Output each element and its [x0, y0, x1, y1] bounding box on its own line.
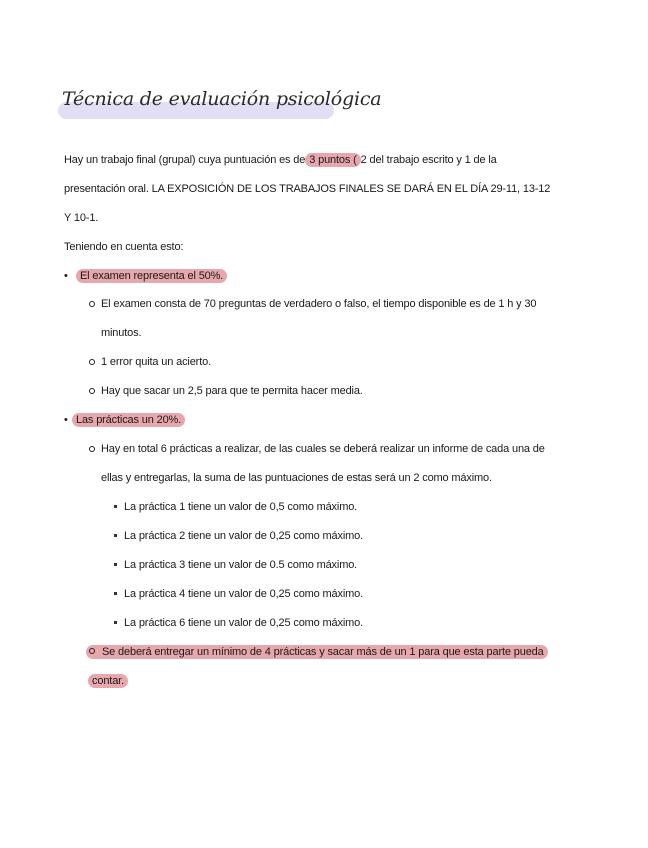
- square-bullet-icon: [114, 563, 117, 566]
- circle-bullet-icon: [89, 359, 95, 365]
- exam-label: [76, 269, 227, 283]
- practica-item-3: La práctica 3 tiene un valor de 0.5 como máximo.: [124, 559, 358, 571]
- exam-item-1-cont: minutos.: [101, 327, 142, 339]
- practicas-requirement-2: [88, 674, 128, 688]
- square-bullet-icon: [114, 505, 117, 508]
- practicas-desc-2: ellas y entregarlas, la suma de las puntuaciones de estas será un 2 como máximo.: [101, 472, 492, 484]
- practica-item-6: La práctica 6 tiene un valor de 0,25 como máximo.: [124, 617, 364, 629]
- practica-item-2: La práctica 2 tiene un valor de 0,25 como máximo.: [124, 530, 364, 542]
- circle-bullet-icon: [89, 301, 95, 307]
- practica-item-1: La práctica 1 tiene un valor de 0,5 como máximo.: [124, 501, 358, 513]
- circle-bullet-icon: [89, 388, 95, 394]
- page-title-block: [62, 88, 381, 110]
- intro-text-before: Hay un trabajo final (grupal) cuya puntuación es de: [64, 154, 306, 166]
- highlight-exam: El examen representa el 50%.: [76, 269, 227, 283]
- practica-item-4: La práctica 4 tiene un valor de 0,25 como máximo.: [124, 588, 364, 600]
- highlight-points: 3 puntos (: [305, 153, 360, 167]
- circle-bullet-icon: [89, 446, 95, 452]
- intro-line-3: Y 10-1.: [64, 212, 99, 224]
- square-bullet-icon: [114, 621, 117, 624]
- intro-text-after: 2 del trabajo escrito y 1 de la: [360, 154, 497, 166]
- bullet-icon: •: [64, 270, 68, 282]
- practicas-label: [72, 413, 185, 427]
- requirement-text: Se deberá entregar un mínimo de 4 prácticas y sacar más de un 1 para que esta parte pueda: [102, 646, 544, 658]
- highlight-requirement-cont: contar.: [88, 674, 128, 688]
- square-bullet-icon: [114, 534, 117, 537]
- highlight-practicas: Las prácticas un 20%.: [72, 413, 185, 427]
- circle-bullet-icon: [89, 648, 95, 654]
- square-bullet-icon: [114, 592, 117, 595]
- exam-item-2: 1 error quita un acierto.: [101, 356, 211, 368]
- highlight-requirement: [86, 645, 548, 659]
- practicas-desc-1: Hay en total 6 prácticas a realizar, de las cuales se deberá realizar un informe de cada una de: [101, 443, 545, 455]
- exam-item-1: El examen consta de 70 preguntas de verdadero o falso, el tiempo disponible es de 1 h y 30: [101, 298, 537, 310]
- practicas-requirement-1: [86, 645, 548, 659]
- intro-line-4: Teniendo en cuenta esto:: [64, 241, 184, 253]
- exam-item-3: Hay que sacar un 2,5 para que te permita hacer media.: [101, 385, 363, 397]
- bullet-icon: •: [64, 414, 68, 426]
- intro-line-2: presentación oral. LA EXPOSICIÓN DE LOS TRABAJOS FINALES SE DARÁ EN EL DÍA 29-11, 13-12: [64, 183, 551, 195]
- page-title: Técnica de evaluación psicológica: [62, 88, 382, 110]
- intro-line-1: [64, 153, 497, 167]
